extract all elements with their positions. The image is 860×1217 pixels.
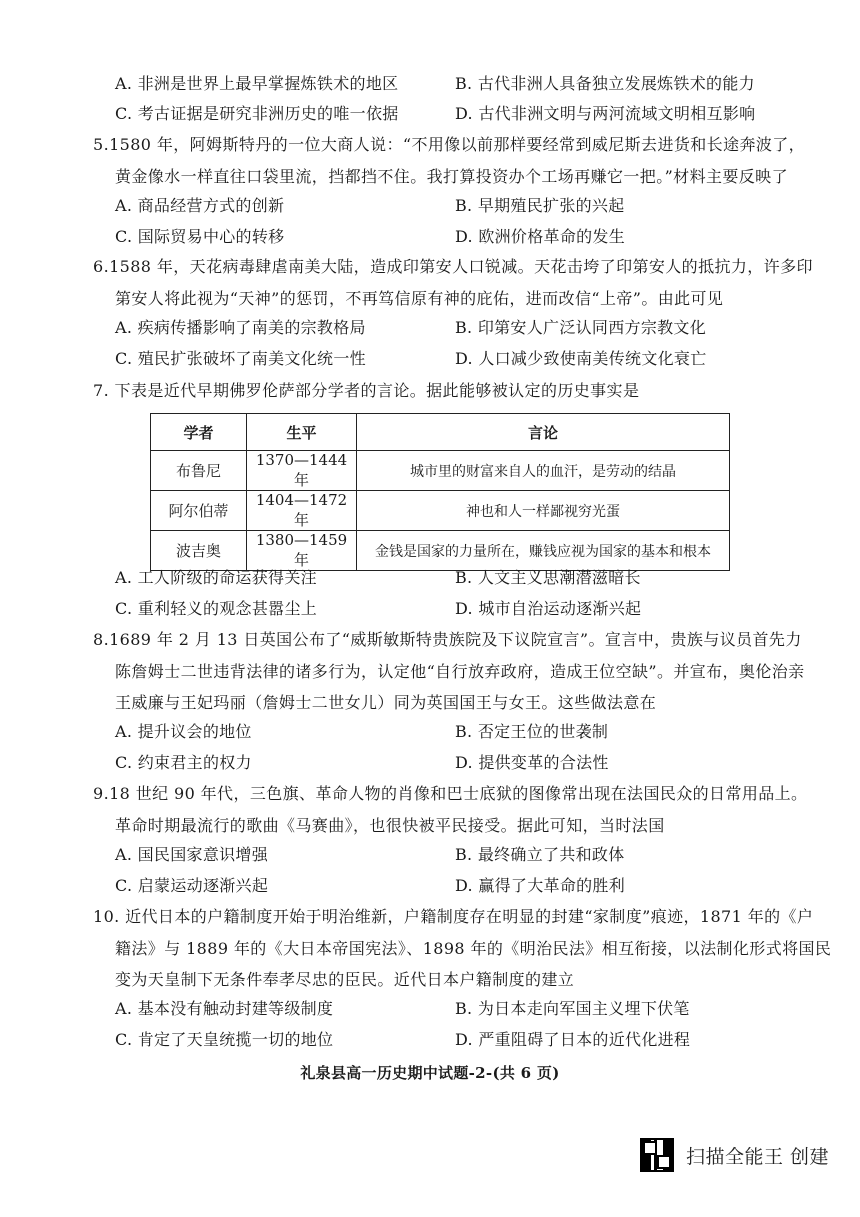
scanner-watermark [640, 1135, 829, 1175]
q5-option-c: C. 国际贸易中心的转移 [115, 227, 285, 246]
q10-stem [93, 901, 832, 996]
q10-stem-line-1: 10. 近代日本的户籍制度开始于明治维新，户籍制度存在明显的封建“家制度”痕迹，1871 年的《户 [93, 907, 814, 926]
q7-stem [93, 375, 783, 407]
qr-code-icon [640, 1138, 674, 1172]
q5-stem-line-2: 黄金像水一样直往口袋里流，挡都挡不住。我打算投资办个工场再赚它一把。”材料主要反映了 [115, 166, 788, 186]
scholar-name: 阿尔伯蒂 [151, 491, 247, 531]
q8-option-c: C. 约束君主的权力 [115, 753, 252, 772]
q10-stem-line-3: 变为天皇制下无条件奉孝尽忠的臣民。近代日本户籍制度的建立 [115, 970, 575, 989]
q8-stem [93, 624, 805, 719]
q8-stem-line-3: 王威廉与王妃玛丽（詹姆士二世女儿）同为英国国王与女王。这些做法意在 [115, 693, 657, 712]
scholar-name: 波吉奥 [151, 531, 247, 571]
scholars-table [150, 413, 730, 571]
q8-option-d: D. 提供变革的合法性 [455, 753, 609, 772]
q5-stem [93, 129, 806, 192]
q8-stem-line-1: 8.1689 年 2 月 13 日英国公布了“威斯敏斯特贵族院及下议院宣言”。宣言中，贵族与议员首先力 [93, 630, 802, 649]
q4-option-d: D. 古代非洲文明与两河流域文明相互影响 [455, 104, 756, 123]
q6-stem [93, 251, 813, 314]
q7-stem-line: 7. 下表是近代早期佛罗伦萨部分学者的言论。据此能够被认定的历史事实是 [93, 381, 640, 400]
q9-stem-line-1: 9.18 世纪 90 年代，三色旗、革命人物的肖像和巴士底狱的图像常出现在法国民众的日常用品上。 [93, 784, 808, 803]
q6-stem-line-1: 6.1588 年，天花病毒肆虐南美大陆，造成印第安人口锐减。天花击垮了印第安人的抵抗力，许多印 [93, 257, 813, 276]
q7-option-d: D. 城市自治运动逐渐兴起 [455, 599, 642, 618]
q5-option-d: D. 欧洲价格革命的发生 [455, 227, 626, 246]
header-life: 生平 [247, 414, 357, 451]
q10-option-d: D. 严重阻碍了日本的近代化进程 [455, 1030, 691, 1049]
q9-option-c: C. 启蒙运动逐渐兴起 [115, 876, 269, 895]
scholar-remark: 城市里的财富来自人的血汗，是劳动的结晶 [357, 451, 730, 491]
q6-option-d: D. 人口减少致使南美传统文化衰亡 [455, 349, 707, 368]
q8-option-b: B. 否定王位的世袭制 [455, 722, 609, 741]
q7-option-c: C. 重利轻义的观念甚嚣尘上 [115, 599, 318, 618]
scholar-life: 1404—1472 年 [247, 491, 357, 531]
q9-option-a: A. 国民国家意识增强 [115, 845, 269, 864]
q10-stem-line-2: 籍法》与 1889 年的《大日本帝国宪法》、1898 年的《明治民法》相互衔接，以法制化形式将国民 [115, 938, 832, 958]
q7-option-b: B. 人文主义思潮潜滋暗长 [455, 568, 641, 587]
page-footer: 礼泉县高一历史期中试题-2-(共 6 页) [300, 1064, 560, 1082]
q9-stem [93, 778, 808, 841]
q10-option-a: A. 基本没有触动封建等级制度 [115, 999, 334, 1018]
table-row [151, 491, 730, 531]
table-row [151, 451, 730, 491]
scholar-name: 布鲁尼 [151, 451, 247, 491]
table-row [151, 531, 730, 571]
q4-option-a: A. 非洲是世界上最早掌握炼铁术的地区 [115, 74, 399, 93]
q6-option-a: A. 疾病传播影响了南美的宗教格局 [115, 318, 366, 337]
header-remark: 言论 [357, 414, 730, 451]
q9-option-d: D. 赢得了大革命的胜利 [455, 876, 626, 895]
scholar-remark: 金钱是国家的力量所在，赚钱应视为国家的基本和根本 [357, 531, 730, 571]
q9-stem-line-2: 革命时期最流行的歌曲《马赛曲》，也很快被平民接受。据此可知，当时法国 [115, 815, 665, 835]
q4-option-b: B. 古代非洲人具备独立发展炼铁术的能力 [455, 74, 755, 93]
header-scholar: 学者 [151, 414, 247, 451]
q5-option-a: A. 商品经营方式的创新 [115, 196, 285, 215]
q8-option-a: A. 提升议会的地位 [115, 722, 252, 741]
q9-option-b: B. 最终确立了共和政体 [455, 845, 625, 864]
scholar-life: 1370—1444 年 [247, 451, 357, 491]
q5-option-b: B. 早期殖民扩张的兴起 [455, 196, 625, 215]
q4-option-c: C. 考古证据是研究非洲历史的唯一依据 [115, 104, 399, 123]
q6-option-b: B. 印第安人广泛认同西方宗教文化 [455, 318, 707, 337]
q6-option-c: C. 殖民扩张破坏了南美文化统一性 [115, 349, 366, 368]
q6-stem-line-2: 第安人将此视为“天神”的惩罚，不再笃信原有神的庇佑，进而改信“上帝”。由此可见 [115, 288, 724, 308]
q8-stem-line-2: 陈詹姆士二世违背法律的诸多行为，认定他“自行放弃政府，造成王位空缺”。并宣布，奥伦治亲 [115, 661, 805, 681]
watermark-text: 扫描全能王 创建 [686, 1145, 830, 1168]
q7-option-a: A. 工人阶级的命运获得关注 [115, 568, 317, 587]
table-header-row [151, 414, 730, 451]
q10-option-b: B. 为日本走向军国主义埋下伏笔 [455, 999, 690, 1018]
q10-option-c: C. 肯定了天皇统揽一切的地位 [115, 1030, 334, 1049]
scholar-life: 1380—1459 年 [247, 531, 357, 571]
scholar-remark: 神也和人一样鄙视穷光蛋 [357, 491, 730, 531]
q5-stem-line-1: 5.1580 年，阿姆斯特丹的一位大商人说：“不用像以前那样要经常到威尼斯去进货和长途奔波了， [93, 135, 806, 154]
